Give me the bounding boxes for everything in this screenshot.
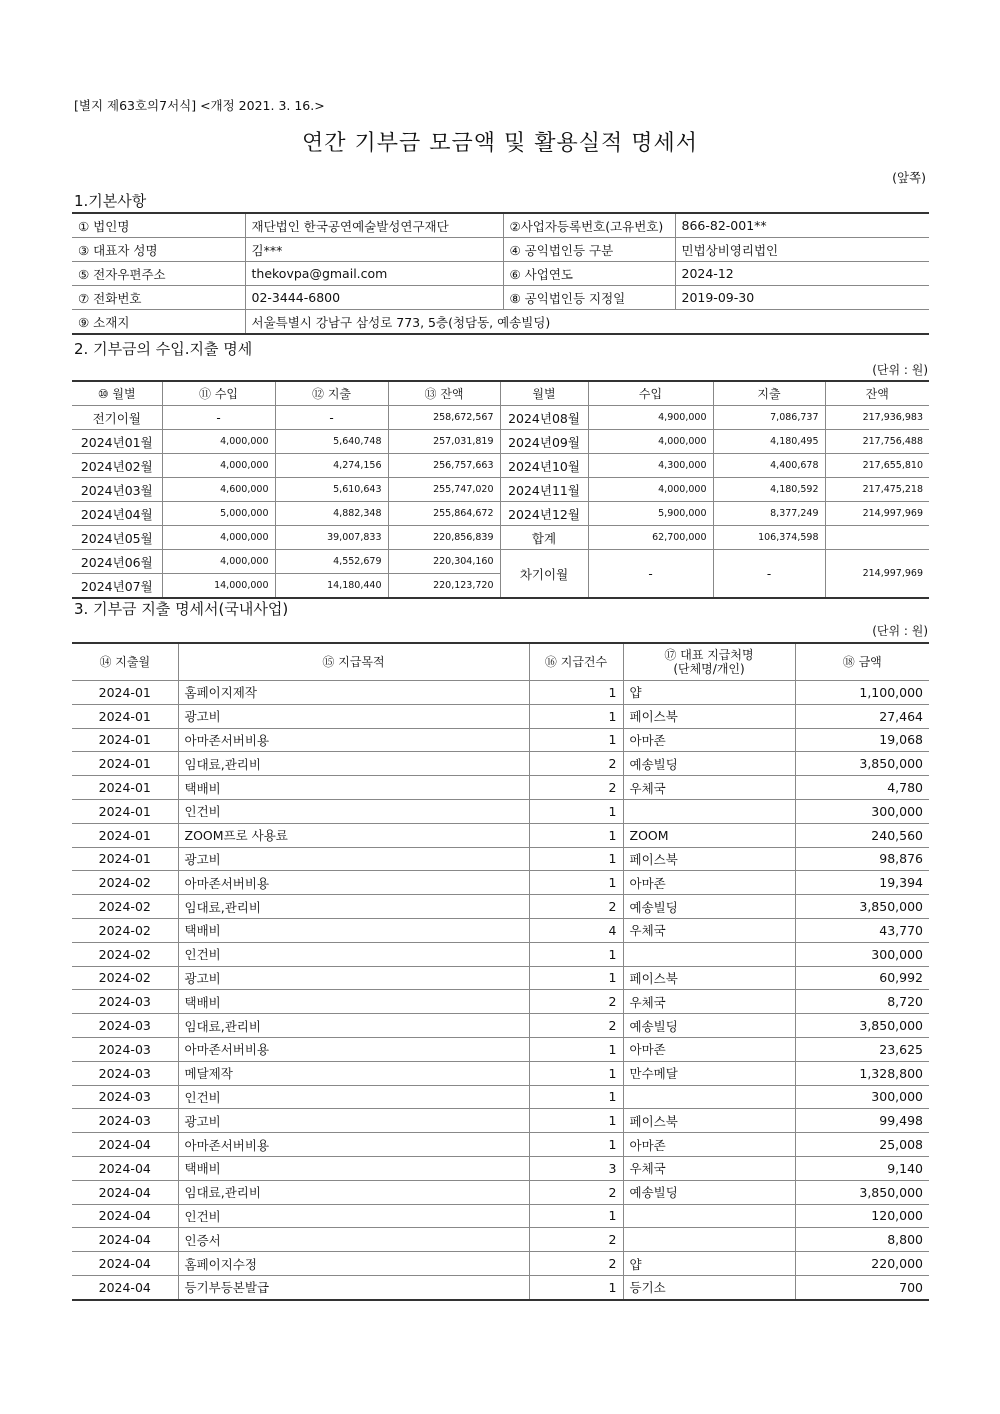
address-value: 서울특별시 강남구 삼성로 773, 5층(청담동, 예송빌딩) bbox=[245, 310, 929, 335]
month-cell: 2024년10월 bbox=[500, 454, 588, 478]
payee-cell: 페이스북 bbox=[623, 1109, 795, 1133]
spend-month-cell: 2024-03 bbox=[72, 1061, 178, 1085]
payee-cell: 페이스북 bbox=[623, 847, 795, 871]
purpose-cell: 택배비 bbox=[178, 1156, 529, 1180]
expense-cell: 5,640,748 bbox=[275, 430, 388, 454]
income-expense-row bbox=[72, 526, 929, 550]
basic-label: ④ 공익법인등 구분 bbox=[503, 238, 675, 262]
income-expense-row bbox=[72, 406, 929, 430]
basic-info-row-address bbox=[72, 310, 929, 335]
section-basic-title: 1.기본사항 bbox=[74, 192, 147, 210]
balance-cell: 217,756,488 bbox=[825, 430, 929, 454]
month-cell: 2024년11월 bbox=[500, 478, 588, 502]
purpose-cell: 광고비 bbox=[178, 1109, 529, 1133]
payee-cell: 우체국 bbox=[623, 1156, 795, 1180]
basic-label: ⑤ 전자우편주소 bbox=[72, 262, 245, 286]
income-cell: 4,900,000 bbox=[588, 406, 713, 430]
basic-info-row bbox=[72, 213, 929, 238]
month-cell: 2024년06월 bbox=[72, 550, 162, 574]
expenditure-row bbox=[72, 1252, 929, 1276]
spend-month-cell: 2024-02 bbox=[72, 895, 178, 919]
page-title: 연간 기부금 모금액 및 활용실적 명세서 bbox=[302, 131, 698, 156]
basic-value: 김*** bbox=[245, 238, 503, 262]
spend-month-cell: 2024-01 bbox=[72, 847, 178, 871]
income-expense-row bbox=[72, 478, 929, 502]
balance-cell: 256,757,663 bbox=[388, 454, 500, 478]
month-cell: 2024년05월 bbox=[72, 526, 162, 550]
basic-value: 02-3444-6800 bbox=[245, 286, 503, 310]
total-balance bbox=[825, 526, 929, 550]
spend-month-cell: 2024-02 bbox=[72, 918, 178, 942]
header-payee-line2: (단체명/개인) bbox=[673, 662, 745, 676]
count-cell: 1 bbox=[529, 942, 623, 966]
income-cell: 4,000,000 bbox=[588, 478, 713, 502]
total-expense: 106,374,598 bbox=[713, 526, 825, 550]
payee-cell: 얍 bbox=[623, 1252, 795, 1276]
expenditure-row bbox=[72, 1061, 929, 1085]
header-payee-line1: ⑰ 대표 지급처명 bbox=[664, 648, 754, 662]
expenditure-row bbox=[72, 871, 929, 895]
month-cell: 2024년08월 bbox=[500, 406, 588, 430]
income-cell: 4,000,000 bbox=[162, 550, 275, 574]
basic-value: 2019-09-30 bbox=[675, 286, 929, 310]
amount-cell: 23,625 bbox=[795, 1037, 929, 1061]
purpose-cell: 아마존서버비용 bbox=[178, 1037, 529, 1061]
count-cell: 1 bbox=[529, 704, 623, 728]
purpose-cell: ZOOM프로 사용료 bbox=[178, 823, 529, 847]
expenditure-row bbox=[72, 942, 929, 966]
count-cell: 2 bbox=[529, 776, 623, 800]
expense-cell: 8,377,249 bbox=[713, 502, 825, 526]
count-cell: 2 bbox=[529, 895, 623, 919]
income-cell: 4,000,000 bbox=[588, 430, 713, 454]
section-expenditure-title: 3. 기부금 지출 명세서(국내사업) bbox=[74, 600, 289, 618]
spend-month-cell: 2024-04 bbox=[72, 1228, 178, 1252]
payee-cell: 예송빌딩 bbox=[623, 895, 795, 919]
expenditure-row bbox=[72, 752, 929, 776]
basic-value: 866-82-001** bbox=[675, 213, 929, 238]
basic-info-table bbox=[72, 212, 929, 335]
purpose-cell: 택배비 bbox=[178, 990, 529, 1014]
count-cell: 2 bbox=[529, 1252, 623, 1276]
expenditure-row bbox=[72, 990, 929, 1014]
amount-cell: 99,498 bbox=[795, 1109, 929, 1133]
basic-label: ③ 대표자 성명 bbox=[72, 238, 245, 262]
purpose-cell: 홈페이지제작 bbox=[178, 681, 529, 705]
income-expense-header: 수입 bbox=[588, 381, 713, 406]
expenditure-row bbox=[72, 704, 929, 728]
total-label: 합계 bbox=[500, 526, 588, 550]
carry-expense: - bbox=[713, 550, 825, 599]
amount-cell: 19,068 bbox=[795, 728, 929, 752]
section-income-title: 2. 기부금의 수입.지출 명세 bbox=[74, 340, 253, 358]
income-expense-header-row bbox=[72, 381, 929, 406]
carry-balance: 214,997,969 bbox=[825, 550, 929, 599]
basic-label: ① 법인명 bbox=[72, 213, 245, 238]
month-cell: 전기이월 bbox=[72, 406, 162, 430]
balance-cell: 220,856,839 bbox=[388, 526, 500, 550]
amount-cell: 25,008 bbox=[795, 1133, 929, 1157]
spend-month-cell: 2024-01 bbox=[72, 823, 178, 847]
payee-cell bbox=[623, 799, 795, 823]
basic-label: ⑦ 전화번호 bbox=[72, 286, 245, 310]
expense-cell: 4,274,156 bbox=[275, 454, 388, 478]
header-purpose: ⑮ 지급목적 bbox=[178, 643, 529, 681]
balance-cell: 255,864,672 bbox=[388, 502, 500, 526]
month-cell: 2024년03월 bbox=[72, 478, 162, 502]
expense-cell: 4,400,678 bbox=[713, 454, 825, 478]
expenditure-row bbox=[72, 1133, 929, 1157]
income-expense-header: ⑬ 잔액 bbox=[388, 381, 500, 406]
count-cell: 1 bbox=[529, 799, 623, 823]
purpose-cell: 임대료,관리비 bbox=[178, 1014, 529, 1038]
income-expense-row bbox=[72, 550, 929, 574]
expense-cell: - bbox=[275, 406, 388, 430]
income-cell: 4,600,000 bbox=[162, 478, 275, 502]
balance-cell: 258,672,567 bbox=[388, 406, 500, 430]
spend-month-cell: 2024-01 bbox=[72, 704, 178, 728]
basic-info-row bbox=[72, 286, 929, 310]
month-cell: 2024년07월 bbox=[72, 574, 162, 599]
expenditure-header-row bbox=[72, 643, 929, 681]
purpose-cell: 인증서 bbox=[178, 1228, 529, 1252]
balance-cell: 220,304,160 bbox=[388, 550, 500, 574]
total-income: 62,700,000 bbox=[588, 526, 713, 550]
payee-cell: 아마존 bbox=[623, 728, 795, 752]
purpose-cell: 인건비 bbox=[178, 1085, 529, 1109]
payee-cell: 얍 bbox=[623, 681, 795, 705]
page-side-note: (앞쪽) bbox=[892, 170, 926, 185]
count-cell: 1 bbox=[529, 681, 623, 705]
month-cell: 2024년09월 bbox=[500, 430, 588, 454]
expenditure-unit-label: (단위 : 원) bbox=[872, 624, 928, 638]
payee-cell: 페이스북 bbox=[623, 704, 795, 728]
payee-cell bbox=[623, 1204, 795, 1228]
count-cell: 1 bbox=[529, 1275, 623, 1299]
income-cell: 5,900,000 bbox=[588, 502, 713, 526]
count-cell: 2 bbox=[529, 1228, 623, 1252]
payee-cell: 아마존 bbox=[623, 1133, 795, 1157]
expense-cell: 4,180,495 bbox=[713, 430, 825, 454]
payee-cell: 우체국 bbox=[623, 990, 795, 1014]
payee-cell: 아마존 bbox=[623, 1037, 795, 1061]
expenditure-row bbox=[72, 823, 929, 847]
count-cell: 3 bbox=[529, 1156, 623, 1180]
payee-cell: 예송빌딩 bbox=[623, 752, 795, 776]
count-cell: 4 bbox=[529, 918, 623, 942]
amount-cell: 300,000 bbox=[795, 942, 929, 966]
income-expense-header: 잔액 bbox=[825, 381, 929, 406]
count-cell: 1 bbox=[529, 1085, 623, 1109]
income-cell: 4,000,000 bbox=[162, 526, 275, 550]
income-expense-row bbox=[72, 430, 929, 454]
purpose-cell: 홈페이지수정 bbox=[178, 1252, 529, 1276]
expenditure-row bbox=[72, 1014, 929, 1038]
expense-cell: 4,552,679 bbox=[275, 550, 388, 574]
payee-cell: 아마존 bbox=[623, 871, 795, 895]
expense-cell: 7,086,737 bbox=[713, 406, 825, 430]
expense-cell: 39,007,833 bbox=[275, 526, 388, 550]
payee-cell: 페이스북 bbox=[623, 966, 795, 990]
income-expense-row bbox=[72, 454, 929, 478]
spend-month-cell: 2024-04 bbox=[72, 1156, 178, 1180]
purpose-cell: 등기부등본발급 bbox=[178, 1275, 529, 1299]
expenditure-row bbox=[72, 1228, 929, 1252]
expenditure-row bbox=[72, 681, 929, 705]
expenditure-row bbox=[72, 728, 929, 752]
spend-month-cell: 2024-01 bbox=[72, 776, 178, 800]
purpose-cell: 택배비 bbox=[178, 918, 529, 942]
income-unit-label: (단위 : 원) bbox=[872, 363, 928, 377]
count-cell: 1 bbox=[529, 1133, 623, 1157]
basic-value: 2024-12 bbox=[675, 262, 929, 286]
spend-month-cell: 2024-03 bbox=[72, 990, 178, 1014]
expenditure-row bbox=[72, 895, 929, 919]
amount-cell: 1,100,000 bbox=[795, 681, 929, 705]
expenditure-row bbox=[72, 1156, 929, 1180]
spend-month-cell: 2024-02 bbox=[72, 871, 178, 895]
spend-month-cell: 2024-04 bbox=[72, 1180, 178, 1204]
purpose-cell: 메달제작 bbox=[178, 1061, 529, 1085]
amount-cell: 300,000 bbox=[795, 1085, 929, 1109]
amount-cell: 3,850,000 bbox=[795, 1014, 929, 1038]
income-expense-row bbox=[72, 502, 929, 526]
count-cell: 1 bbox=[529, 871, 623, 895]
spend-month-cell: 2024-01 bbox=[72, 681, 178, 705]
basic-info-row bbox=[72, 262, 929, 286]
income-expense-header: ⑩ 월별 bbox=[72, 381, 162, 406]
month-cell: 2024년04월 bbox=[72, 502, 162, 526]
month-cell: 2024년12월 bbox=[500, 502, 588, 526]
basic-value: 민법상비영리법인 bbox=[675, 238, 929, 262]
balance-cell: 214,997,969 bbox=[825, 502, 929, 526]
income-cell: - bbox=[162, 406, 275, 430]
amount-cell: 3,850,000 bbox=[795, 752, 929, 776]
count-cell: 2 bbox=[529, 1180, 623, 1204]
income-cell: 4,000,000 bbox=[162, 430, 275, 454]
basic-info-row bbox=[72, 238, 929, 262]
balance-cell: 217,655,810 bbox=[825, 454, 929, 478]
form-reference: [별지 제63호의7서식] <개정 2021. 3. 16.> bbox=[74, 98, 325, 113]
spend-month-cell: 2024-03 bbox=[72, 1014, 178, 1038]
amount-cell: 300,000 bbox=[795, 799, 929, 823]
count-cell: 2 bbox=[529, 990, 623, 1014]
balance-cell: 220,123,720 bbox=[388, 574, 500, 599]
amount-cell: 43,770 bbox=[795, 918, 929, 942]
income-expense-table bbox=[72, 380, 929, 599]
amount-cell: 700 bbox=[795, 1275, 929, 1299]
income-expense-header: 월별 bbox=[500, 381, 588, 406]
header-payee bbox=[623, 643, 795, 681]
payee-cell: 예송빌딩 bbox=[623, 1180, 795, 1204]
count-cell: 1 bbox=[529, 1109, 623, 1133]
count-cell: 1 bbox=[529, 728, 623, 752]
income-expense-header: 지출 bbox=[713, 381, 825, 406]
balance-cell: 255,747,020 bbox=[388, 478, 500, 502]
address-label: ⑨ 소재지 bbox=[72, 310, 245, 335]
spend-month-cell: 2024-01 bbox=[72, 799, 178, 823]
payee-cell bbox=[623, 1228, 795, 1252]
month-cell: 2024년01월 bbox=[72, 430, 162, 454]
spend-month-cell: 2024-01 bbox=[72, 752, 178, 776]
purpose-cell: 인건비 bbox=[178, 942, 529, 966]
purpose-cell: 아마존서버비용 bbox=[178, 728, 529, 752]
expenditure-row bbox=[72, 1109, 929, 1133]
spend-month-cell: 2024-02 bbox=[72, 942, 178, 966]
expenditure-row bbox=[72, 1085, 929, 1109]
count-cell: 1 bbox=[529, 823, 623, 847]
balance-cell: 217,475,218 bbox=[825, 478, 929, 502]
count-cell: 1 bbox=[529, 1061, 623, 1085]
expenditure-row bbox=[72, 966, 929, 990]
balance-cell: 217,936,983 bbox=[825, 406, 929, 430]
balance-cell: 257,031,819 bbox=[388, 430, 500, 454]
income-cell: 14,000,000 bbox=[162, 574, 275, 599]
income-cell: 4,000,000 bbox=[162, 454, 275, 478]
expense-cell: 5,610,643 bbox=[275, 478, 388, 502]
amount-cell: 3,850,000 bbox=[795, 895, 929, 919]
income-cell: 4,300,000 bbox=[588, 454, 713, 478]
expenditure-row bbox=[72, 799, 929, 823]
income-cell: 5,000,000 bbox=[162, 502, 275, 526]
expenditure-row bbox=[72, 776, 929, 800]
expenditure-row bbox=[72, 847, 929, 871]
income-expense-header: ⑫ 지출 bbox=[275, 381, 388, 406]
purpose-cell: 광고비 bbox=[178, 966, 529, 990]
payee-cell: 우체국 bbox=[623, 776, 795, 800]
purpose-cell: 임대료,관리비 bbox=[178, 895, 529, 919]
count-cell: 2 bbox=[529, 1014, 623, 1038]
spend-month-cell: 2024-04 bbox=[72, 1252, 178, 1276]
amount-cell: 3,850,000 bbox=[795, 1180, 929, 1204]
spend-month-cell: 2024-04 bbox=[72, 1204, 178, 1228]
purpose-cell: 택배비 bbox=[178, 776, 529, 800]
amount-cell: 98,876 bbox=[795, 847, 929, 871]
basic-value: 재단법인 한국공연예술발성연구재단 bbox=[245, 213, 503, 238]
expense-cell: 4,882,348 bbox=[275, 502, 388, 526]
expenditure-row bbox=[72, 1275, 929, 1299]
spend-month-cell: 2024-02 bbox=[72, 966, 178, 990]
purpose-cell: 아마존서버비용 bbox=[178, 1133, 529, 1157]
purpose-cell: 인건비 bbox=[178, 1204, 529, 1228]
purpose-cell: 광고비 bbox=[178, 847, 529, 871]
income-expense-header: ⑪ 수입 bbox=[162, 381, 275, 406]
basic-label: ⑧ 공익법인등 지정일 bbox=[503, 286, 675, 310]
count-cell: 1 bbox=[529, 1037, 623, 1061]
spend-month-cell: 2024-03 bbox=[72, 1085, 178, 1109]
header-spend-month: ⑭ 지출월 bbox=[72, 643, 178, 681]
payee-cell: ZOOM bbox=[623, 823, 795, 847]
spend-month-cell: 2024-01 bbox=[72, 728, 178, 752]
payee-cell: 등기소 bbox=[623, 1275, 795, 1299]
amount-cell: 1,328,800 bbox=[795, 1061, 929, 1085]
purpose-cell: 임대료,관리비 bbox=[178, 752, 529, 776]
basic-value: thekovpa@gmail.com bbox=[245, 262, 503, 286]
payee-cell bbox=[623, 942, 795, 966]
payee-cell bbox=[623, 1085, 795, 1109]
spend-month-cell: 2024-03 bbox=[72, 1037, 178, 1061]
expense-cell: 14,180,440 bbox=[275, 574, 388, 599]
header-amount: ⑱ 금액 bbox=[795, 643, 929, 681]
spend-month-cell: 2024-04 bbox=[72, 1275, 178, 1299]
payee-cell: 만수메달 bbox=[623, 1061, 795, 1085]
amount-cell: 4,780 bbox=[795, 776, 929, 800]
expenditure-row bbox=[72, 1180, 929, 1204]
amount-cell: 8,800 bbox=[795, 1228, 929, 1252]
purpose-cell: 아마존서버비용 bbox=[178, 871, 529, 895]
header-count: ⑯ 지급건수 bbox=[529, 643, 623, 681]
amount-cell: 220,000 bbox=[795, 1252, 929, 1276]
count-cell: 2 bbox=[529, 752, 623, 776]
amount-cell: 27,464 bbox=[795, 704, 929, 728]
count-cell: 1 bbox=[529, 966, 623, 990]
expense-cell: 4,180,592 bbox=[713, 478, 825, 502]
amount-cell: 9,140 bbox=[795, 1156, 929, 1180]
spend-month-cell: 2024-04 bbox=[72, 1133, 178, 1157]
expenditure-row bbox=[72, 1204, 929, 1228]
basic-label: ②사업자등록번호(고유번호) bbox=[503, 213, 675, 238]
count-cell: 1 bbox=[529, 847, 623, 871]
purpose-cell: 임대료,관리비 bbox=[178, 1180, 529, 1204]
amount-cell: 60,992 bbox=[795, 966, 929, 990]
expenditure-row bbox=[72, 918, 929, 942]
purpose-cell: 광고비 bbox=[178, 704, 529, 728]
carry-label: 차기이월 bbox=[500, 550, 588, 599]
carry-income: - bbox=[588, 550, 713, 599]
amount-cell: 120,000 bbox=[795, 1204, 929, 1228]
payee-cell: 우체국 bbox=[623, 918, 795, 942]
spend-month-cell: 2024-03 bbox=[72, 1109, 178, 1133]
amount-cell: 8,720 bbox=[795, 990, 929, 1014]
amount-cell: 19,394 bbox=[795, 871, 929, 895]
payee-cell: 예송빌딩 bbox=[623, 1014, 795, 1038]
basic-label: ⑥ 사업연도 bbox=[503, 262, 675, 286]
expenditure-table bbox=[72, 642, 929, 1301]
expenditure-row bbox=[72, 1037, 929, 1061]
count-cell: 1 bbox=[529, 1204, 623, 1228]
amount-cell: 240,560 bbox=[795, 823, 929, 847]
purpose-cell: 인건비 bbox=[178, 799, 529, 823]
month-cell: 2024년02월 bbox=[72, 454, 162, 478]
